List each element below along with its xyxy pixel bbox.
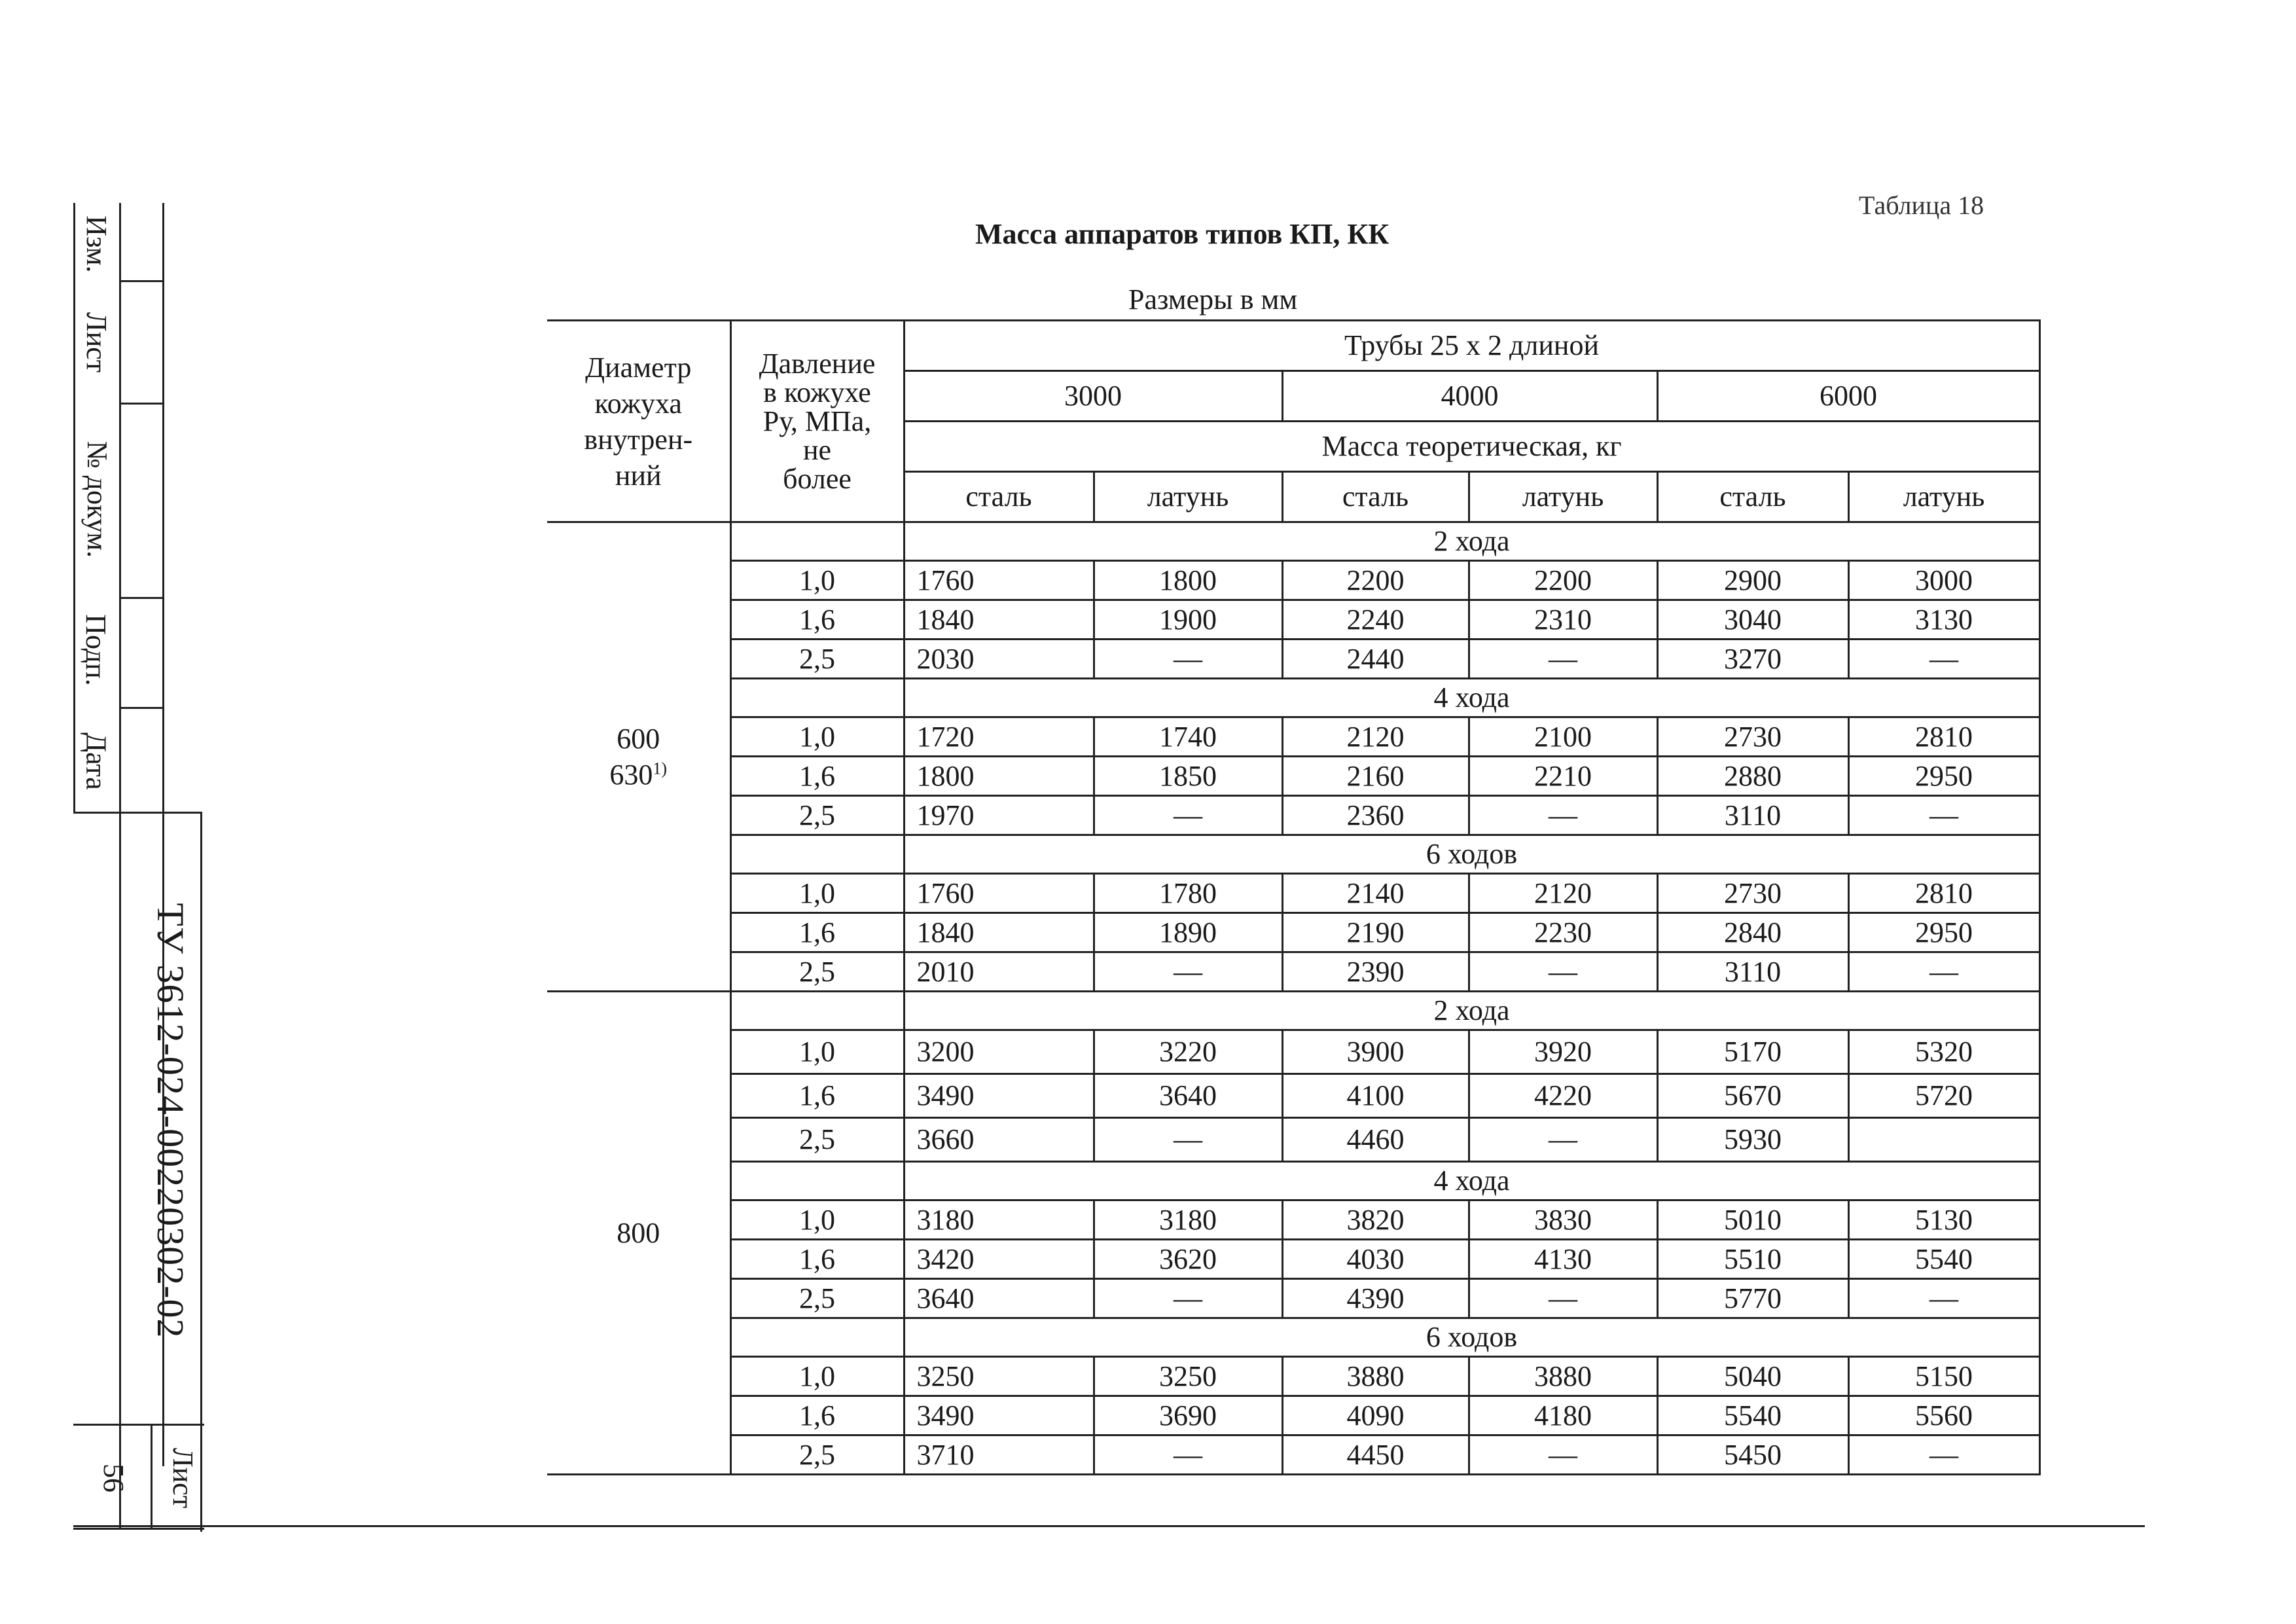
mass-table bbox=[547, 319, 2041, 1475]
mass-cell: 3110 bbox=[1657, 952, 1848, 992]
header-line: ний bbox=[615, 459, 662, 492]
mass-cell: 5510 bbox=[1657, 1240, 1848, 1279]
mass-cell: 1840 bbox=[904, 600, 1094, 640]
header-line: внутрен- bbox=[584, 423, 693, 456]
mass-cell: 3000 bbox=[1848, 561, 2039, 600]
units-note: Размеры в мм bbox=[1128, 283, 1298, 316]
mass-cell: 3690 bbox=[1094, 1396, 1282, 1435]
pressure-cell: 1,0 bbox=[730, 1030, 904, 1074]
section-title: 4 хода bbox=[904, 679, 2039, 717]
mass-cell: — bbox=[1094, 1279, 1282, 1318]
section-pressure-blank bbox=[730, 992, 904, 1030]
pressure-cell: 1,6 bbox=[730, 757, 904, 796]
mass-cell: 3180 bbox=[1094, 1200, 1282, 1240]
pressure-cell: 1,0 bbox=[730, 1200, 904, 1240]
table-row bbox=[547, 1074, 2039, 1118]
section-pressure-blank bbox=[730, 835, 904, 874]
header-material: латунь bbox=[1094, 472, 1282, 522]
section-title: 2 хода bbox=[904, 992, 2039, 1030]
stamp-label-signature: Подп. bbox=[80, 614, 112, 686]
diameter-value bbox=[547, 757, 730, 793]
bottom-rule bbox=[73, 1525, 2145, 1527]
mass-cell: 1900 bbox=[1094, 600, 1282, 640]
diameter-cell bbox=[547, 992, 730, 1475]
header-material: сталь bbox=[904, 472, 1094, 522]
section-pressure-blank bbox=[730, 522, 904, 561]
pressure-cell: 1,0 bbox=[730, 874, 904, 913]
mass-cell: 4180 bbox=[1469, 1396, 1657, 1435]
mass-cell: 1720 bbox=[904, 717, 1094, 757]
pressure-cell: 1,0 bbox=[730, 1357, 904, 1396]
mass-cell: — bbox=[1848, 1435, 2039, 1475]
mass-cell: 3660 bbox=[904, 1118, 1094, 1162]
header-line: Давление bbox=[759, 347, 876, 380]
pressure-cell: 1,6 bbox=[730, 1074, 904, 1118]
table-row bbox=[547, 1396, 2039, 1435]
mass-cell: 1890 bbox=[1094, 913, 1282, 952]
mass-cell: 5540 bbox=[1657, 1396, 1848, 1435]
mass-cell: 3490 bbox=[904, 1074, 1094, 1118]
mass-cell: — bbox=[1469, 1118, 1657, 1162]
mass-cell: 2190 bbox=[1282, 913, 1469, 952]
table-row bbox=[547, 1357, 2039, 1396]
diameter-text: 800 bbox=[617, 1217, 660, 1249]
mass-cell: — bbox=[1094, 796, 1282, 835]
header-diameter bbox=[547, 321, 730, 522]
stamp-label-izm: Изм. bbox=[81, 215, 113, 273]
mass-cell: 3490 bbox=[904, 1396, 1094, 1435]
mass-cell bbox=[1848, 1118, 2039, 1162]
mass-cell: — bbox=[1094, 640, 1282, 679]
mass-cell: 3180 bbox=[904, 1200, 1094, 1240]
mass-cell: 4220 bbox=[1469, 1074, 1657, 1118]
mass-cell: 1760 bbox=[904, 874, 1094, 913]
table-row bbox=[547, 717, 2039, 757]
mass-cell: 2120 bbox=[1282, 717, 1469, 757]
mass-cell: 2900 bbox=[1657, 561, 1848, 600]
mass-cell: 4390 bbox=[1282, 1279, 1469, 1318]
section-row bbox=[547, 835, 2039, 874]
mass-cell: 2140 bbox=[1282, 874, 1469, 913]
mass-cell: 1850 bbox=[1094, 757, 1282, 796]
mass-cell: 3040 bbox=[1657, 600, 1848, 640]
table-row bbox=[547, 640, 2039, 679]
stamp-label-list: Лист bbox=[81, 312, 113, 373]
header-tubes: Трубы 25 х 2 длиной bbox=[904, 321, 2039, 371]
header-mass: Масса теоретическая, кг bbox=[904, 422, 2039, 472]
mass-cell: 4460 bbox=[1282, 1118, 1469, 1162]
mass-cell: 4100 bbox=[1282, 1074, 1469, 1118]
section-title: 2 хода bbox=[904, 522, 2039, 561]
document-code: ТУ 3612-024-00220302-02 bbox=[149, 903, 192, 1339]
header-pressure bbox=[730, 321, 904, 522]
header-line: Ру, МПа, bbox=[762, 405, 872, 437]
mass-cell: — bbox=[1848, 1279, 2039, 1318]
mass-cell: 2950 bbox=[1848, 913, 2039, 952]
stamp-sheet-label: Лист bbox=[167, 1447, 199, 1509]
pressure-cell: 1,0 bbox=[730, 561, 904, 600]
mass-cell: 1800 bbox=[904, 757, 1094, 796]
mass-cell: 2200 bbox=[1282, 561, 1469, 600]
section-pressure-blank bbox=[730, 1162, 904, 1200]
pressure-cell: 1,6 bbox=[730, 1396, 904, 1435]
mass-cell: 5010 bbox=[1657, 1200, 1848, 1240]
mass-cell: — bbox=[1469, 640, 1657, 679]
mass-cell: 2240 bbox=[1282, 600, 1469, 640]
pressure-cell: 2,5 bbox=[730, 1279, 904, 1318]
header-line: более bbox=[783, 462, 852, 495]
stamp-sheet-number: 56 bbox=[98, 1464, 130, 1492]
mass-cell: 2230 bbox=[1469, 913, 1657, 952]
mass-cell: — bbox=[1469, 1435, 1657, 1475]
mass-cell: 2200 bbox=[1469, 561, 1657, 600]
mass-cell: 3200 bbox=[904, 1030, 1094, 1074]
table-title: Масса аппаратов типов КП, КК bbox=[975, 218, 1390, 250]
diameter-value bbox=[547, 721, 730, 757]
mass-cell: 3250 bbox=[904, 1357, 1094, 1396]
pressure-cell: 2,5 bbox=[730, 1118, 904, 1162]
section-pressure-blank bbox=[730, 1318, 904, 1357]
mass-cell: 2440 bbox=[1282, 640, 1469, 679]
header-length: 6000 bbox=[1657, 371, 2039, 422]
mass-cell: 1780 bbox=[1094, 874, 1282, 913]
mass-cell: 3640 bbox=[1094, 1074, 1282, 1118]
header-line: Диаметр bbox=[585, 351, 692, 384]
mass-cell: 5670 bbox=[1657, 1074, 1848, 1118]
mass-cell: — bbox=[1094, 1435, 1282, 1475]
section-row bbox=[547, 1162, 2039, 1200]
header-length: 4000 bbox=[1282, 371, 1657, 422]
mass-cell: 5560 bbox=[1848, 1396, 2039, 1435]
mass-cell: 5930 bbox=[1657, 1118, 1848, 1162]
diameter-text: 600 bbox=[617, 723, 660, 755]
section-row bbox=[547, 679, 2039, 717]
mass-cell: 2840 bbox=[1657, 913, 1848, 952]
mass-cell: 3110 bbox=[1657, 796, 1848, 835]
section-title: 6 ходов bbox=[904, 835, 2039, 874]
mass-cell: 2880 bbox=[1657, 757, 1848, 796]
mass-cell: 3270 bbox=[1657, 640, 1848, 679]
mass-cell: 2810 bbox=[1848, 717, 2039, 757]
mass-cell: 2010 bbox=[904, 952, 1094, 992]
mass-cell: 3420 bbox=[904, 1240, 1094, 1279]
diameter-value bbox=[547, 1215, 730, 1251]
footnote-mark: 1) bbox=[653, 759, 668, 778]
table-row bbox=[547, 1435, 2039, 1475]
mass-cell: 4450 bbox=[1282, 1435, 1469, 1475]
pressure-cell: 2,5 bbox=[730, 952, 904, 992]
header-line: кожуха bbox=[594, 387, 682, 420]
stamp-label-doc-number: № докум. bbox=[81, 441, 113, 558]
mass-cell: 3880 bbox=[1469, 1357, 1657, 1396]
mass-cell: — bbox=[1469, 952, 1657, 992]
mass-cell: 2810 bbox=[1848, 874, 2039, 913]
mass-cell: 2360 bbox=[1282, 796, 1469, 835]
stamp-label-date: Дата bbox=[80, 732, 113, 790]
mass-cell: 2030 bbox=[904, 640, 1094, 679]
table-row bbox=[547, 561, 2039, 600]
pressure-cell: 1,6 bbox=[730, 913, 904, 952]
mass-cell: — bbox=[1848, 796, 2039, 835]
mass-cell: 1760 bbox=[904, 561, 1094, 600]
mass-cell: 4030 bbox=[1282, 1240, 1469, 1279]
mass-cell: 3710 bbox=[904, 1435, 1094, 1475]
header-material: сталь bbox=[1282, 472, 1469, 522]
mass-cell: — bbox=[1469, 796, 1657, 835]
mass-cell: 5450 bbox=[1657, 1435, 1848, 1475]
mass-cell: 2120 bbox=[1469, 874, 1657, 913]
table-row bbox=[547, 1279, 2039, 1318]
mass-cell: — bbox=[1469, 1279, 1657, 1318]
table-row bbox=[547, 874, 2039, 913]
mass-cell: 3830 bbox=[1469, 1200, 1657, 1240]
mass-cell: 3900 bbox=[1282, 1030, 1469, 1074]
mass-cell: 2730 bbox=[1657, 717, 1848, 757]
diameter-text: 630 bbox=[609, 759, 653, 791]
mass-cell: 5770 bbox=[1657, 1279, 1848, 1318]
table-number: Таблица 18 bbox=[1859, 190, 1984, 220]
mass-cell: 3130 bbox=[1848, 600, 2039, 640]
mass-cell: 2950 bbox=[1848, 757, 2039, 796]
pressure-cell: 1,6 bbox=[730, 1240, 904, 1279]
mass-cell: 2730 bbox=[1657, 874, 1848, 913]
table-row bbox=[547, 952, 2039, 992]
mass-cell: 2160 bbox=[1282, 757, 1469, 796]
header-material: сталь bbox=[1657, 472, 1848, 522]
mass-cell: 3920 bbox=[1469, 1030, 1657, 1074]
pressure-cell: 2,5 bbox=[730, 1435, 904, 1475]
table-row bbox=[547, 757, 2039, 796]
mass-cell: 2390 bbox=[1282, 952, 1469, 992]
mass-cell: 1970 bbox=[904, 796, 1094, 835]
table-row bbox=[547, 913, 2039, 952]
header-material: латунь bbox=[1848, 472, 2039, 522]
mass-cell: 1740 bbox=[1094, 717, 1282, 757]
table-row bbox=[547, 1118, 2039, 1162]
mass-cell: 3640 bbox=[904, 1279, 1094, 1318]
mass-cell: 3820 bbox=[1282, 1200, 1469, 1240]
mass-cell: 3880 bbox=[1282, 1357, 1469, 1396]
section-row bbox=[547, 522, 2039, 561]
table-row bbox=[547, 1030, 2039, 1074]
mass-cell: — bbox=[1094, 952, 1282, 992]
mass-cell: 4130 bbox=[1469, 1240, 1657, 1279]
section-title: 4 хода bbox=[904, 1162, 2039, 1200]
header-row bbox=[547, 321, 2039, 371]
section-title: 6 ходов bbox=[904, 1318, 2039, 1357]
pressure-cell: 1,6 bbox=[730, 600, 904, 640]
pressure-cell: 2,5 bbox=[730, 796, 904, 835]
header-line: в кожухе bbox=[763, 376, 871, 408]
mass-cell: 2310 bbox=[1469, 600, 1657, 640]
mass-cell: 5170 bbox=[1657, 1030, 1848, 1074]
mass-cell: 5320 bbox=[1848, 1030, 2039, 1074]
mass-cell: 1800 bbox=[1094, 561, 1282, 600]
mass-cell: 5540 bbox=[1848, 1240, 2039, 1279]
section-row bbox=[547, 1318, 2039, 1357]
pressure-cell: 2,5 bbox=[730, 640, 904, 679]
mass-cell: 3620 bbox=[1094, 1240, 1282, 1279]
table-row bbox=[547, 796, 2039, 835]
section-pressure-blank bbox=[730, 679, 904, 717]
header-material: латунь bbox=[1469, 472, 1657, 522]
pressure-cell: 1,0 bbox=[730, 717, 904, 757]
mass-cell: 5150 bbox=[1848, 1357, 2039, 1396]
title-block-stamp bbox=[73, 203, 204, 1532]
mass-cell: 5720 bbox=[1848, 1074, 2039, 1118]
mass-cell: 3220 bbox=[1094, 1030, 1282, 1074]
mass-cell: — bbox=[1848, 640, 2039, 679]
mass-cell: — bbox=[1094, 1118, 1282, 1162]
mass-cell: — bbox=[1848, 952, 2039, 992]
mass-cell: 4090 bbox=[1282, 1396, 1469, 1435]
table-row bbox=[547, 1200, 2039, 1240]
mass-cell: 1840 bbox=[904, 913, 1094, 952]
mass-cell: 2210 bbox=[1469, 757, 1657, 796]
mass-cell: 5040 bbox=[1657, 1357, 1848, 1396]
table-row bbox=[547, 600, 2039, 640]
mass-cell: 2100 bbox=[1469, 717, 1657, 757]
section-row bbox=[547, 992, 2039, 1030]
header-length: 3000 bbox=[904, 371, 1282, 422]
header-line: не bbox=[802, 433, 832, 466]
table-row bbox=[547, 1240, 2039, 1279]
mass-cell: 5130 bbox=[1848, 1200, 2039, 1240]
mass-cell: 3250 bbox=[1094, 1357, 1282, 1396]
diameter-cell bbox=[547, 522, 730, 992]
